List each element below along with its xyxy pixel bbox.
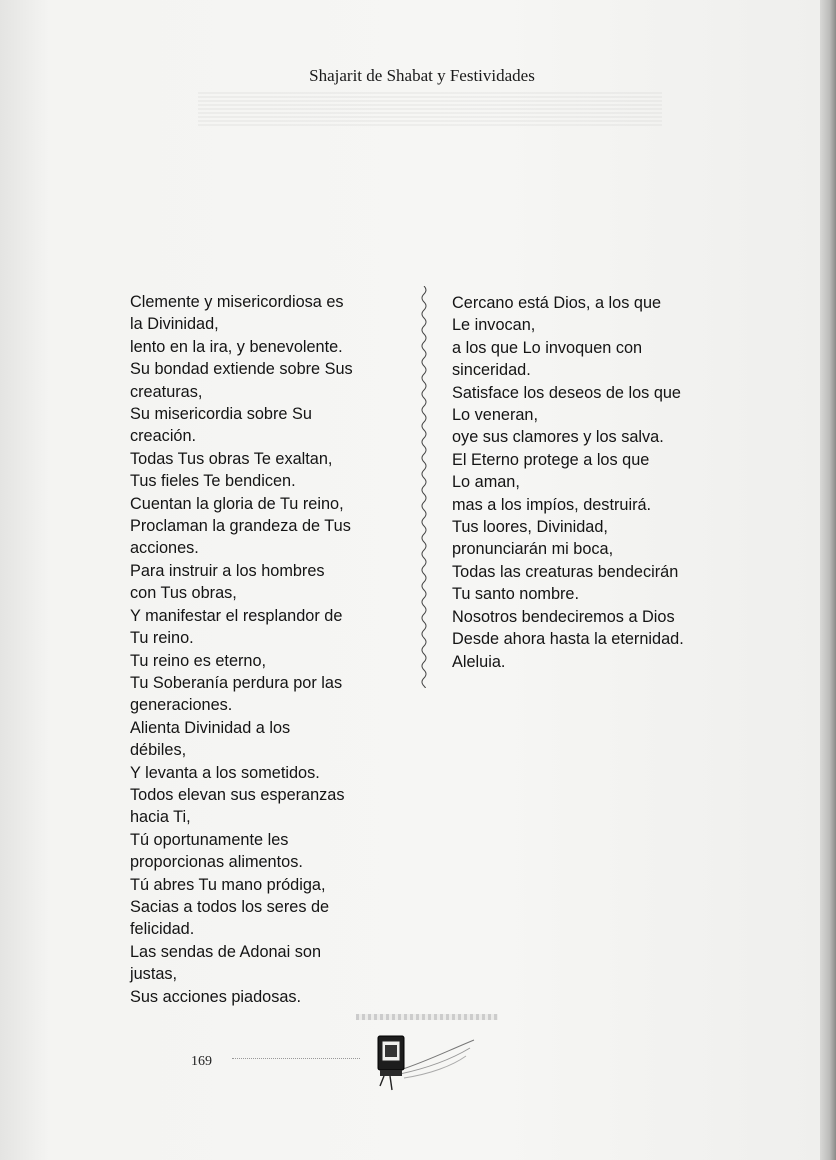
left-column-line: Tu reino es eterno, <box>130 651 267 670</box>
left-column-line: justas, <box>130 965 178 984</box>
left-column-line: Tu Soberanía perdura por las <box>130 673 343 692</box>
wavy-divider <box>417 286 431 688</box>
left-column-line: hacia Ti, <box>130 808 191 827</box>
left-column-line: Proclaman la grandeza de Tus <box>130 517 351 536</box>
right-column-line: sinceridad. <box>452 361 531 380</box>
left-column-line: con Tus obras, <box>130 584 237 603</box>
left-column-line: Su bondad extiende sobre Sus <box>130 360 353 379</box>
header-bleed-through <box>198 92 662 126</box>
right-column-line: Tus loores, Divinidad, <box>452 518 608 537</box>
right-column-line: Cercano está Dios, a los que <box>452 294 662 312</box>
left-column-line: Sus acciones piadosas. <box>130 987 302 1006</box>
right-column-line: Lo veneran, <box>452 406 538 425</box>
left-column-line: Todas Tus obras Te exaltan, <box>130 449 333 468</box>
left-column-line: Tu reino. <box>130 629 194 648</box>
right-column-line: Nosotros bendeciremos a Dios <box>452 607 675 626</box>
right-column-line: Desde ahora hasta la eternidad. <box>452 630 684 649</box>
right-column-line: mas a los impíos, destruirá. <box>452 495 652 514</box>
left-column-line: Tus fieles Te bendicen. <box>130 472 296 491</box>
left-column-line: Su misericordia sobre Su <box>130 405 312 424</box>
left-column-line: Tú abres Tu mano pródiga, <box>130 875 326 894</box>
left-column-line: débiles, <box>130 741 187 760</box>
footer-ornament-band <box>356 1014 498 1020</box>
left-column-line: creaturas, <box>130 382 203 401</box>
left-column-line: Todos elevan sus esperanzas <box>130 785 345 804</box>
right-column-line: Todas las creaturas bendecirán <box>452 562 679 581</box>
right-column-line: Tu santo nombre. <box>452 585 579 604</box>
footer-rule <box>232 1058 360 1059</box>
right-column-line: a los que Lo invoquen con <box>452 338 643 357</box>
left-column-line: Las sendas de Adonai son <box>130 942 322 961</box>
left-column-line: la Divinidad, <box>130 315 219 334</box>
right-column-line: Lo aman, <box>452 473 520 492</box>
left-column-line: acciones. <box>130 539 199 558</box>
left-column-line: Cuentan la gloria de Tu reino, <box>130 494 344 513</box>
left-column-line: Para instruir a los hombres <box>130 561 325 580</box>
right-column-line: pronunciarán mi boca, <box>452 540 614 559</box>
left-column-line: felicidad. <box>130 920 195 939</box>
left-column-line: Tú oportunamente les <box>130 830 289 849</box>
right-text-column <box>452 292 737 673</box>
left-column-line: creación. <box>130 427 197 446</box>
left-text-column <box>130 291 405 1008</box>
left-column-line: Sacias a todos los seres de <box>130 897 330 916</box>
right-column-line: El Eterno protege a los que <box>452 450 650 469</box>
left-column-line: Y levanta a los sometidos. <box>130 763 320 782</box>
page-number: 169 <box>191 1054 212 1069</box>
right-column-line: Le invocan, <box>452 316 536 335</box>
page-edge <box>820 0 836 1160</box>
left-column-line: proporcionas alimentos. <box>130 853 303 872</box>
left-column-line: Y manifestar el resplandor de <box>130 606 343 625</box>
tefillin-icon <box>370 1022 480 1092</box>
left-column-line: Alienta Divinidad a los <box>130 718 291 737</box>
right-column-line: oye sus clamores y los salva. <box>452 428 664 447</box>
left-column-line: generaciones. <box>130 696 233 715</box>
running-header: Shajarit de Shabat y Festividades <box>309 66 535 85</box>
right-column-line: Satisface los deseos de los que <box>452 383 681 402</box>
right-column-line: Aleluia. <box>452 652 506 671</box>
left-column-line: lento en la ira, y benevolente. <box>130 337 343 356</box>
left-column-line: Clemente y misericordiosa es <box>130 293 344 311</box>
